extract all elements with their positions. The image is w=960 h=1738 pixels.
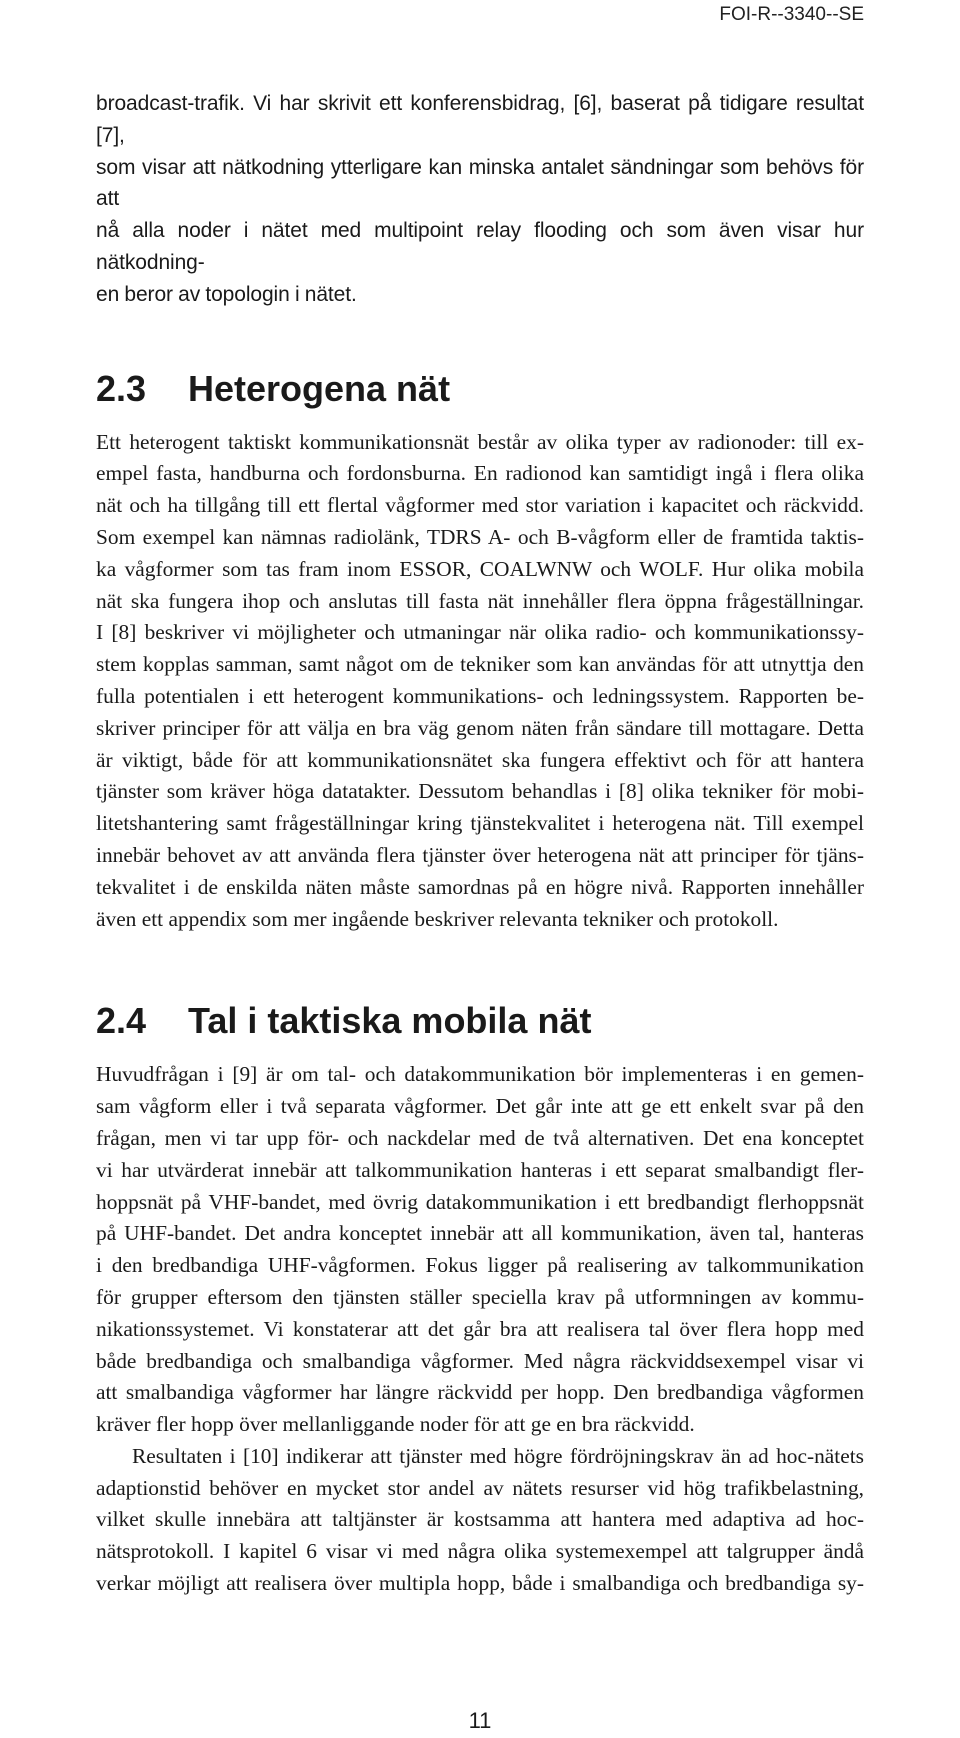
- text-line: stem kopplas samman, samt något om de tekniker som kan användas för att utnyttja den: [96, 652, 864, 677]
- section-number: 2.3: [96, 367, 147, 409]
- text-line: tjänster som kräver höga datatakter. Dessutom behandlas i [8] olika tekniker för mobi-: [96, 779, 864, 804]
- text-line: Huvudfrågan i [9] är om tal- och datakommunikation bör implementeras i en gemen-: [96, 1062, 864, 1087]
- section-title: Heterogena nät: [188, 367, 451, 409]
- text-line: empel fasta, handburna och fordonsburna. En radionod kan samtidigt ingå i flera olika: [96, 461, 864, 486]
- text-line: nät och ha tillgång till ett flertal vågformer med stor variation i kapacitet och räckvidd.: [96, 493, 864, 518]
- text-line: nikationssystemet. Vi konstaterar att det går bra att realisera tal över flera hopp med: [96, 1316, 864, 1341]
- section-2-3-paragraph: [96, 427, 864, 936]
- text-line: både bredbandiga och smalbandiga vågformer. Med några räckviddsexempel visar vi: [96, 1348, 864, 1373]
- text-line: en beror av topologin i nätet.: [96, 282, 357, 306]
- text-line: frågan, men vi tar upp för- och nackdelar med de två alternativen. Det ena konceptet: [96, 1125, 864, 1150]
- section-heading-2-4: [96, 1001, 864, 1041]
- text-line: tekvalitet i de enskilda näten måste samordnas på en högre nivå. Rapporten innehåller: [96, 874, 864, 899]
- document-id: FOI-R--3340--SE: [719, 4, 864, 25]
- text-line: ka vågformer som tas fram inom ESSOR, COALWNW och WOLF. Hur olika mobila: [96, 556, 864, 581]
- text-line: vilket skulle innebära att taltjänster är kostsamma att hantera med adaptiva ad hoc-: [96, 1507, 864, 1532]
- text-line: skriver principer för att välja en bra väg genom näten från sändare till mottagare. Detta: [96, 715, 864, 740]
- text-line: nätsprotokoll. I kapitel 6 visar vi med några olika systemexempel att talgrupper ändå: [96, 1539, 864, 1564]
- text-line: nät ska fungera ihop och anslutas till fasta nät innehåller flera öppna frågeställningar.: [96, 588, 864, 613]
- text-line: innebär behovet av att använda flera tjänster över heterogena nät att principer för tjäns-: [96, 842, 864, 867]
- text-line: i den bredbandiga UHF-vågformen. Fokus ligger på realisering av talkommunikation: [96, 1253, 864, 1278]
- text-line: sam vågform eller i två separata vågformer. Det går inte att ge ett enkelt svar på den: [96, 1094, 864, 1119]
- page-content: [96, 88, 864, 1600]
- text-line: att smalbandiga vågformer har längre räckvidd per hopp. Den bredbandiga vågformen: [96, 1380, 864, 1405]
- text-line: för grupper eftersom den tjänsten ställer speciella krav på utformningen av kommu-: [96, 1284, 864, 1309]
- text-line: kräver fler hopp över mellanliggande noder för att ge en bra räckvidd.: [96, 1412, 695, 1437]
- text-line: nå alla noder i nätet med multipoint relay flooding och som även visar hur nätkodning-: [96, 219, 864, 274]
- intro-paragraph: [96, 88, 864, 311]
- text-line: I [8] beskriver vi möjligheter och utmaningar när olika radio- och kommunikationssy-: [96, 620, 864, 645]
- section-number: 2.4: [96, 1000, 147, 1042]
- text-line: fulla potentialen i ett heterogent kommunikations- och ledningssystem. Rapporten be-: [96, 683, 864, 708]
- text-line: Ett heterogent taktiskt kommunikationsnät består av olika typer av radionoder: till ex-: [96, 429, 864, 454]
- text-line: som visar att nätkodning ytterligare kan minska antalet sändningar som behövs för att: [96, 155, 864, 211]
- text-line: på UHF-bandet. Det andra konceptet innebär att all kommunikation, även tal, hanteras: [96, 1221, 864, 1246]
- text-line: även ett appendix som mer ingående beskriver relevanta tekniker och protokoll.: [96, 906, 779, 931]
- text-line: Som exempel kan nämnas radiolänk, TDRS A- och B-vågform eller de framtida taktis-: [96, 524, 864, 549]
- section-2-4-paragraph-1: [96, 1059, 864, 1441]
- text-line: Resultaten i [10] indikerar att tjänster med högre fördröjningskrav än ad hoc-nätets: [132, 1443, 864, 1468]
- text-line: är viktigt, både för att kommunikationsnätet ska fungera effektivt och för att hantera: [96, 747, 864, 772]
- text-line: vi har utvärderat innebär att talkommunikation hanteras i ett separat smalbandigt fler-: [96, 1157, 864, 1182]
- section-title: Tal i taktiska mobila nät: [188, 1000, 592, 1042]
- section-2-4-paragraph-2: [96, 1441, 864, 1600]
- text-line: litetshantering samt frågeställningar kring tjänstekvalitet i heterogena nät. Till exempel: [96, 811, 864, 836]
- text-line: verkar möjligt att realisera över multipla hopp, både i smalbandiga och bredbandiga sy-: [96, 1571, 864, 1596]
- page-number: 11: [468, 1708, 492, 1733]
- text-line: adaptionstid behöver en mycket stor andel av nätets resurser vid hög trafikbelastning,: [96, 1475, 864, 1500]
- text-line: broadcast-trafik. Vi har skrivit ett konferensbidrag, [6], baserat på tidigare resultat [7],: [96, 92, 864, 147]
- section-heading-2-3: [96, 369, 864, 409]
- text-line: hoppsnät på VHF-bandet, med övrig datakommunikation i ett bredbandigt flerhoppsnät: [96, 1189, 864, 1214]
